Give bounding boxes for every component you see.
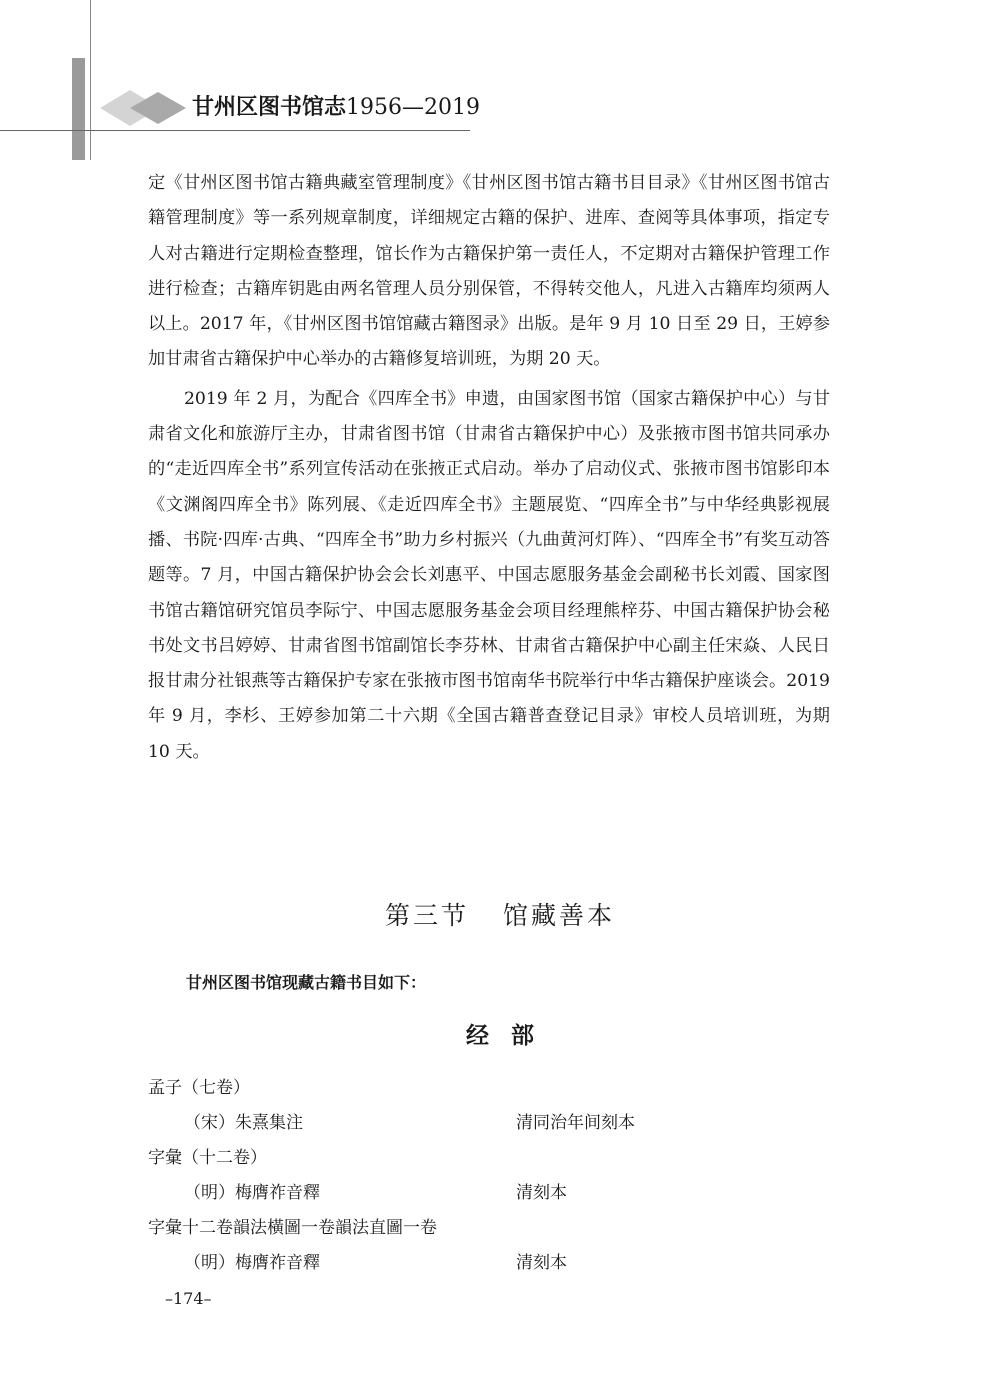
- section-number: 第三节: [384, 901, 469, 930]
- category-heading: [0, 1017, 1000, 1050]
- catalog-book-title: 字彙十二卷韻法橫圖一卷韻法直圖一卷: [148, 1218, 437, 1238]
- header-diamond-ornament-icon: [100, 86, 190, 130]
- section-heading: [0, 896, 1000, 932]
- header-horizontal-rule: [0, 130, 470, 131]
- paragraph-2: 2019 年 2 月，为配合《四库全书》申遗，由国家图书馆（国家古籍保护中心）与甘肃省文化和旅游厅主办，甘肃省图书馆（甘肃省古籍保护中心）及张掖市图书馆共同承办的“走近四库全书”系列宣传活动在张掖正式启动。举办了启动仪式、张掖市图书馆影印本《文渊阁四库全书》陈列展、《走近四库全书》主题展览、“四库全书”与中华经典影视展播、书院·四库·古典、“四库全书”助力乡村振兴（九曲黄河灯阵）、“四库全书”有奖互动答题等。7 月，中国古籍保护协会会长刘惠平、中国志愿服务基金会副秘书长刘霞、国家图书馆古籍馆研究馆员李际宁、中国志愿服务基金会项目经理熊梓芬、中国古籍保护协会秘书处文书吕婷婷、甘肃省图书馆副馆长李芬林、甘肃省古籍保护中心副主任宋焱、人民日报甘肃分社银燕等古籍保护专家在张掖市图书馆南华书院举行中华古籍保护座谈会。2019 年 9 月，李杉、王婷参加第二十六期《全国古籍普查登记目录》审校人员培训班，为期 10 天。: [148, 388, 830, 762]
- catalog-author: （明）梅膺祚音釋: [184, 1253, 320, 1273]
- catalog-intro: 甘州区图书馆现藏古籍书目如下：: [186, 973, 427, 992]
- catalog-detail-row: [148, 1106, 848, 1141]
- category-part-2: 部: [511, 1023, 534, 1049]
- catalog-author: （明）梅膺祚音釋: [184, 1183, 320, 1203]
- header-vertical-rule: [90, 0, 91, 160]
- catalog-detail-row: [148, 1246, 848, 1281]
- header-years: 1956—2019: [346, 95, 480, 120]
- header-gray-bar: [72, 58, 85, 160]
- page-number: –174–: [165, 1289, 212, 1308]
- catalog-book-title: 字彙（十二卷）: [148, 1148, 267, 1168]
- catalog-list: [148, 1071, 848, 1281]
- paragraph-1: 定《甘州区图书馆古籍典藏室管理制度》《甘州区图书馆古籍书目目录》《甘州区图书馆古籍管理制度》等一系列规章制度，详细规定古籍的保护、进库、查阅等具体事项，指定专人对古籍进行定期检查整理，馆长作为古籍保护第一责任人，不定期对古籍保护管理工作进行检查；古籍库钥匙由两名管理人员分别保管，不得转交他人，凡进入古籍库均须两人以上。2017 年，《甘州区图书馆馆藏古籍图录》出版。是年 9 月 10 日至 29 日，王婷参加甘肃省古籍保护中心举办的古籍修复培训班，为期 20 天。: [148, 173, 830, 370]
- body-text: [148, 166, 830, 770]
- catalog-book-title: 孟子（七卷）: [148, 1078, 250, 1098]
- catalog-edition: 清刻本: [516, 1183, 567, 1203]
- catalog-title-row: [148, 1071, 848, 1106]
- header-title-text: 甘州区图书馆志: [192, 94, 347, 120]
- catalog-author: （宋）朱熹集注: [184, 1113, 303, 1133]
- catalog-edition: 清同治年间刻本: [516, 1113, 635, 1133]
- catalog-title-row: [148, 1211, 848, 1246]
- catalog-title-row: [148, 1141, 848, 1176]
- running-header-title: [192, 90, 480, 121]
- catalog-edition: 清刻本: [516, 1253, 567, 1273]
- catalog-detail-row: [148, 1176, 848, 1211]
- section-name: 馆藏善本: [503, 901, 616, 930]
- category-part-1: 经: [466, 1023, 489, 1049]
